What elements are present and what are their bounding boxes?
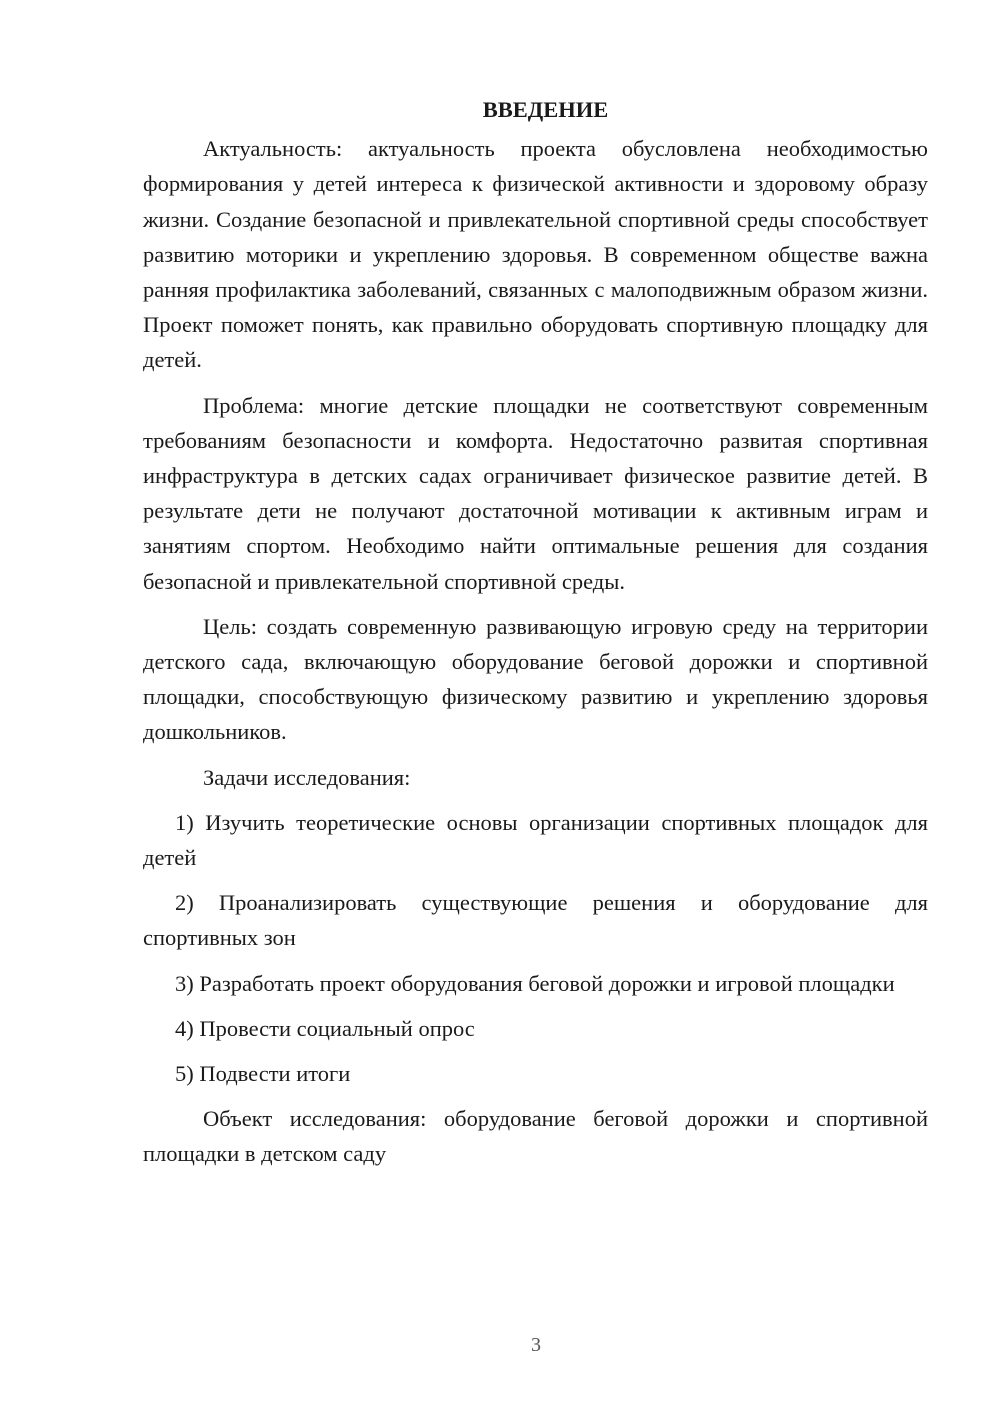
task-item: 4) Провести социальный опрос <box>175 1015 475 1041</box>
task-item: 5) Подвести итоги <box>175 1061 351 1087</box>
relevance-paragraph: Актуальность: актуальность проекта обусловлена необходимостью формирования у детей интереса к физической активности и здоровому образу жизни. Создание безопасной и привлекательной спортивной среды способствует развитию моторики и укреплению здоровья. В современном обществе важна ранняя профилактика заболеваний, связанных с малоподвижным образом жизни. Проект поможет понять, как правильно оборудовать спортивную площадку для детей. <box>143 136 928 373</box>
problem-paragraph: Проблема: многие детские площадки не соответствуют современным требованиям безопасности и комфорта. Недостаточно развитая спортивная инфраструктура в детских садах ограничивает физическое развитие детей. В результате дети не получают достаточной мотивации к активным играм и занятиям спортом. Необходимо найти оптимальные решения для создания безопасной и привлекательной спортивной среды. <box>143 392 928 594</box>
page-content <box>143 92 928 1182</box>
task-item: 1) Изучить теоретические основы организации спортивных площадок для детей <box>143 809 928 871</box>
tasks-heading: Задачи исследования: <box>203 764 411 790</box>
section-heading: ВВЕДЕНИЕ <box>482 97 609 122</box>
page-number: 3 <box>531 1334 541 1356</box>
task-item: 2) Проанализировать существующие решения и оборудование для спортивных зон <box>143 890 928 951</box>
object-paragraph: Объект исследования: оборудование беговой дорожки и спортивной площадки в детском саду <box>143 1106 928 1167</box>
task-item: 3) Разработать проект оборудования беговой дорожки и игровой площадки <box>175 970 895 996</box>
goal-paragraph: Цель: создать современную развивающую игровую среду на территории детского сада, включающую оборудование беговой дорожки и спортивной площадки, способствующую физическому развитию и укреплению здоровья дошкольников. <box>143 613 928 745</box>
